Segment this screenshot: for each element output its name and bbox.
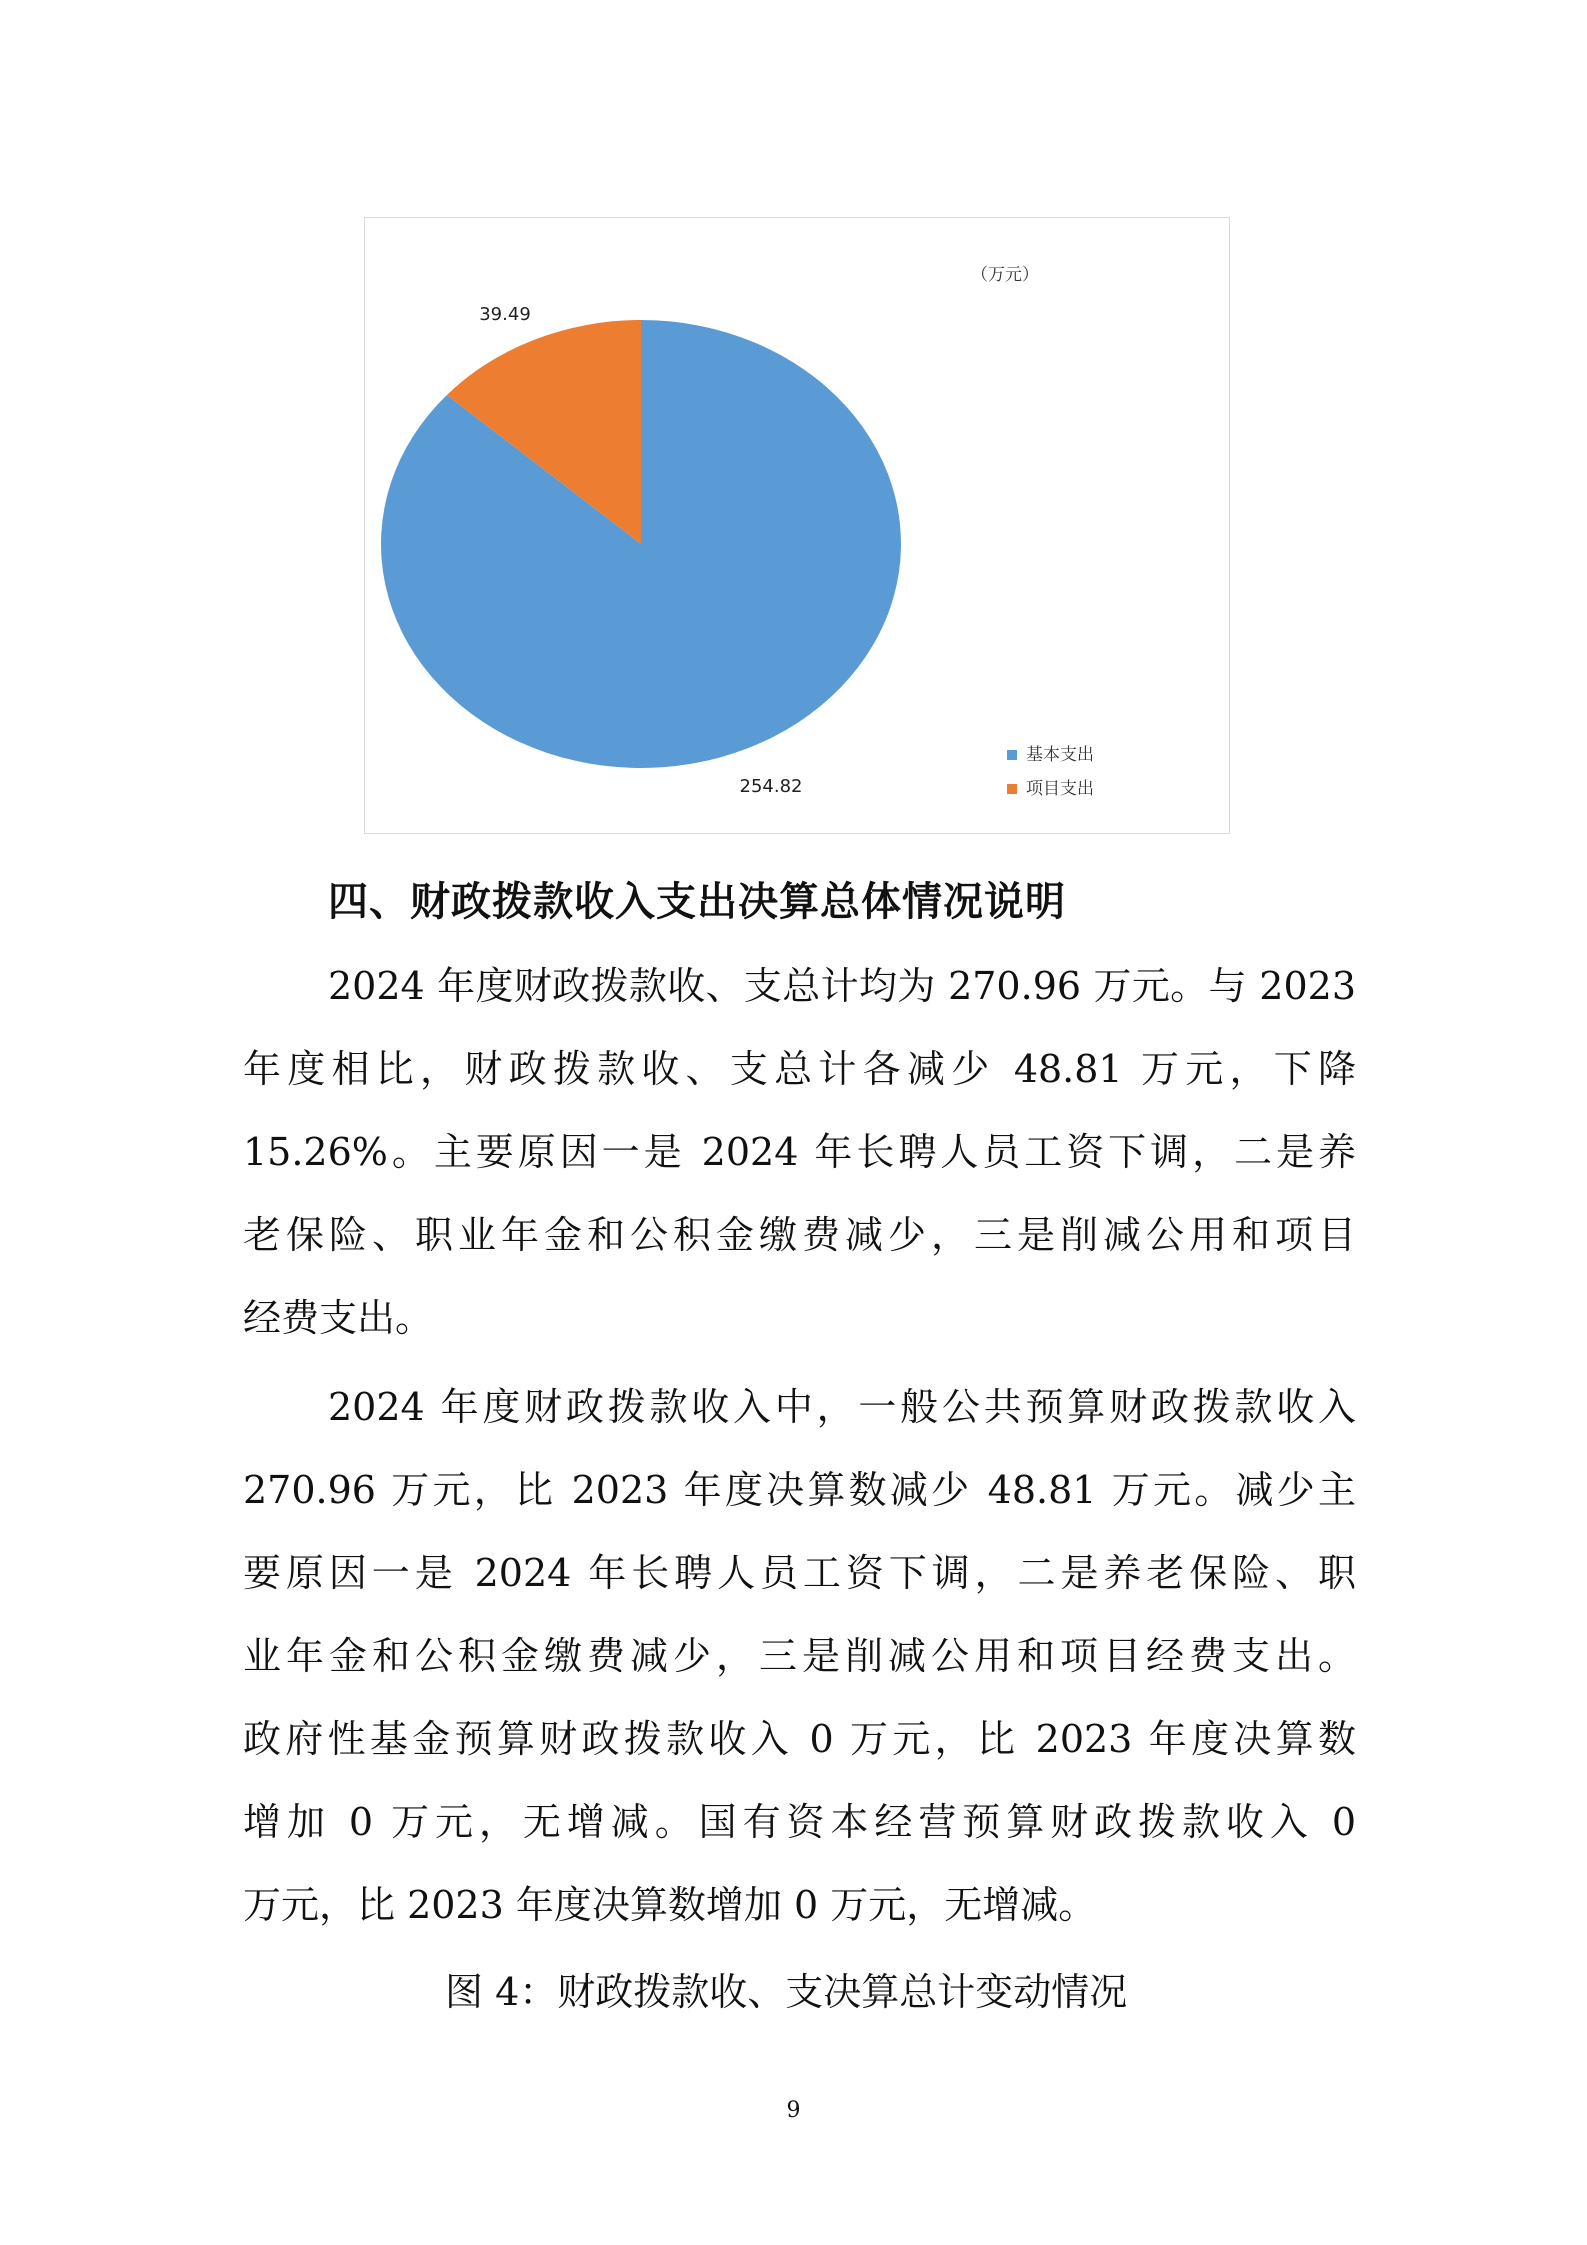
figure-caption: 图 4：财政拨款收、支决算总计变动情况	[445, 1970, 1128, 2014]
paragraph-line: 2024 年度财政拨款收、支总计均为 270.96 万元。与 2023	[328, 964, 1356, 1008]
paragraph-line: 270.96 万元，比 2023 年度决算数减少 48.81 万元。减少主	[243, 1468, 1356, 1512]
slice-label-project: 39.49	[479, 304, 531, 325]
legend-label-project: 项目支出	[1026, 779, 1094, 799]
slice-label-basic: 254.82	[739, 776, 803, 797]
section-heading: 四、财政拨款收入支出决算总体情况说明	[328, 879, 1066, 925]
page-number: 9	[786, 2098, 801, 2123]
paragraph-line: 老保险、职业年金和公积金缴费减少，三是削减公用和项目	[243, 1213, 1356, 1257]
legend-swatch-project	[1007, 784, 1017, 794]
pie-chart-svg	[365, 218, 1231, 835]
legend-swatch-basic	[1007, 750, 1017, 760]
paragraph-line: 业年金和公积金缴费减少，三是削减公用和项目经费支出。	[243, 1634, 1356, 1678]
paragraph-line: 增加 0 万元，无增减。国有资本经营预算财政拨款收入 0	[243, 1800, 1356, 1844]
paragraph-line: 经费支出。	[243, 1296, 434, 1340]
paragraph-line: 要原因一是 2024 年长聘人员工资下调，二是养老保险、职	[243, 1551, 1356, 1595]
paragraph-line: 15.26%。主要原因一是 2024 年长聘人员工资下调，二是养	[243, 1130, 1356, 1174]
pie-chart	[364, 217, 1230, 834]
paragraph-line: 年度相比，财政拨款收、支总计各减少 48.81 万元，下降	[243, 1047, 1356, 1091]
paragraph-line: 2024 年度财政拨款收入中，一般公共预算财政拨款收入	[328, 1385, 1356, 1429]
legend-label-basic: 基本支出	[1026, 745, 1094, 765]
paragraph-line: 万元，比 2023 年度决算数增加 0 万元，无增减。	[243, 1883, 1097, 1927]
paragraph-line: 政府性基金预算财政拨款收入 0 万元，比 2023 年度决算数	[243, 1717, 1356, 1761]
chart-unit-label: （万元）	[971, 265, 1039, 285]
